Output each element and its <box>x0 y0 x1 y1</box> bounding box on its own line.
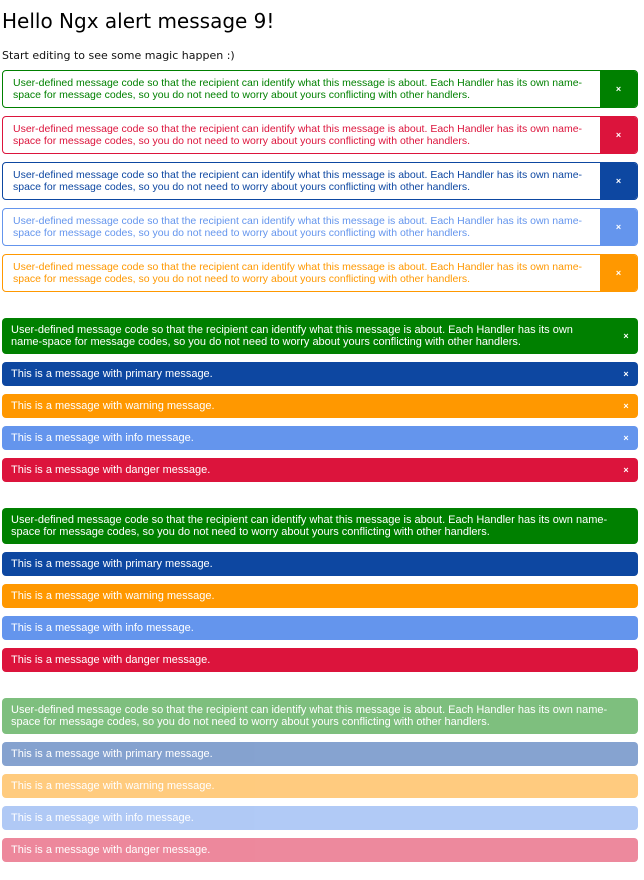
alert-message: User-defined message code so that the recipient can identify what this message is about. Each Handler has its own name-space for message codes, so you do not need to worry about yours conflicting with other handlers. <box>13 123 583 147</box>
faded-alert-success <box>2 698 638 734</box>
close-button[interactable]: × <box>623 401 629 411</box>
alert-message: This is a message with primary message. <box>11 368 213 380</box>
alert-message: User-defined message code so that the recipient can identify what this message is about. Each Handler has its own name-space for message codes, so you do not need to worry about yours conflicting with other handlers. <box>13 261 583 285</box>
alert-message: This is a message with danger message. <box>11 654 211 666</box>
close-button[interactable]: × <box>600 117 637 153</box>
outline-alert-warning <box>2 254 638 292</box>
alert-message: This is a message with primary message. <box>11 558 213 570</box>
close-button[interactable]: × <box>623 465 629 475</box>
solid-alert-success <box>2 318 638 354</box>
solid-alert-danger <box>2 458 638 482</box>
close-button[interactable]: × <box>623 369 629 379</box>
solid-alert-list <box>2 508 638 672</box>
solid-alert-warning <box>2 584 638 608</box>
alert-message: This is a message with info message. <box>11 812 194 824</box>
alert-message: User-defined message code so that the recipient can identify what this message is about. Each Handler has its own name-space for message codes, so you do not need to worry about yours conflicting with other handlers. <box>13 215 583 239</box>
outline-alert-info <box>2 208 638 246</box>
alert-message: This is a message with danger message. <box>11 844 211 856</box>
solid-alert-info <box>2 426 638 450</box>
page-title: Hello Ngx alert message 9! <box>2 9 275 33</box>
close-button[interactable]: × <box>600 163 637 199</box>
close-button[interactable]: × <box>623 331 629 341</box>
solid-alert-info <box>2 616 638 640</box>
alert-message: This is a message with info message. <box>11 622 194 634</box>
outline-alert-success <box>2 70 638 108</box>
close-button[interactable]: × <box>600 255 637 291</box>
faded-alert-primary <box>2 742 638 766</box>
alert-message: This is a message with warning message. <box>11 590 215 602</box>
solid-alert-danger <box>2 648 638 672</box>
solid-alert-primary <box>2 362 638 386</box>
faded-alert-list <box>2 698 638 862</box>
dismissible-alert-list <box>2 318 638 482</box>
page-subtitle: Start editing to see some magic happen :) <box>2 49 235 62</box>
outline-alert-danger <box>2 116 638 154</box>
alert-message: User-defined message code so that the recipient can identify what this message is about. Each Handler has its own name-space for message codes, so you do not need to worry about yours conflicting with other handlers. <box>11 324 573 348</box>
alert-message: This is a message with primary message. <box>11 748 213 760</box>
alert-message: This is a message with warning message. <box>11 400 215 412</box>
solid-alert-primary <box>2 552 638 576</box>
alert-message: This is a message with danger message. <box>11 464 211 476</box>
close-button[interactable]: × <box>600 71 637 107</box>
outline-alert-primary <box>2 162 638 200</box>
alert-message: This is a message with info message. <box>11 432 194 444</box>
faded-alert-info <box>2 806 638 830</box>
close-button[interactable]: × <box>600 209 637 245</box>
solid-alert-warning <box>2 394 638 418</box>
alert-message: This is a message with warning message. <box>11 780 215 792</box>
alert-message: User-defined message code so that the recipient can identify what this message is about. Each Handler has its own name-space for message codes, so you do not need to worry about yours conflicting with other handlers. <box>11 704 608 728</box>
alert-message: User-defined message code so that the recipient can identify what this message is about. Each Handler has its own name-space for message codes, so you do not need to worry about yours conflicting with other handlers. <box>11 514 608 538</box>
faded-alert-danger <box>2 838 638 862</box>
faded-alert-warning <box>2 774 638 798</box>
outline-alert-list <box>2 70 638 292</box>
alert-message: User-defined message code so that the recipient can identify what this message is about. Each Handler has its own name-space for message codes, so you do not need to worry about yours conflicting with other handlers. <box>13 77 583 101</box>
close-button[interactable]: × <box>623 433 629 443</box>
solid-alert-success <box>2 508 638 544</box>
alert-message: User-defined message code so that the recipient can identify what this message is about. Each Handler has its own name-space for message codes, so you do not need to worry about yours conflicting with other handlers. <box>13 169 583 193</box>
